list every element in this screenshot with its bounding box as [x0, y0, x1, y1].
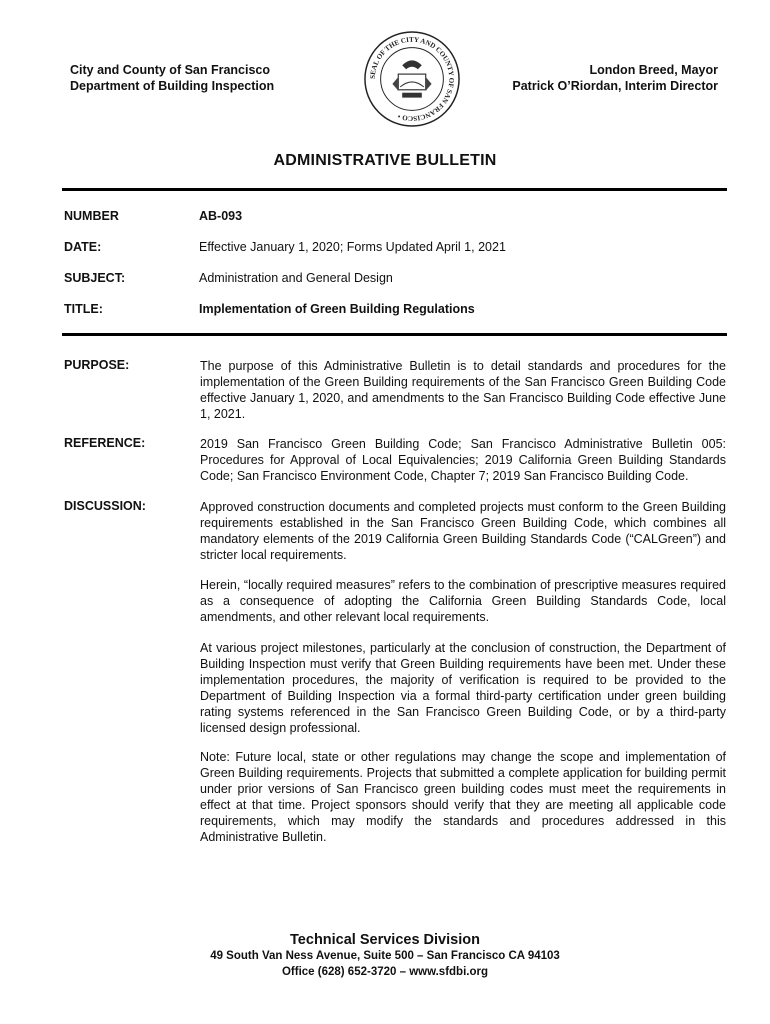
- subject-label: SUBJECT:: [64, 271, 126, 285]
- number-value: AB-093: [199, 209, 243, 223]
- divider-top: [62, 188, 727, 191]
- discussion-paragraph-2: Herein, “locally required measures” refers to the combination of prescriptive measures required as a consequence of adopting the California Green Building Standards Code, local amendments, and other relevant local requirements.: [200, 578, 726, 624]
- svg-text:SEAL OF THE CITY AND COUNTY OF: [369, 36, 456, 123]
- seal-text: SEAL OF THE CITY AND COUNTY OF SAN FRANCISCO •: [368, 35, 456, 123]
- date-value: Effective January 1, 2020; Forms Updated April 1, 2021: [199, 240, 506, 254]
- divider-bottom: [62, 333, 727, 336]
- discussion-paragraph-1: Approved construction documents and completed projects must conform to the Green Building requirements established in the San Francisco Green Building Code, which combines all mandatory elements of the 2019 California Green Building Standards Code (“CALGreen”) and stricter local requirements.: [200, 500, 726, 562]
- number-label: NUMBER: [64, 209, 119, 223]
- director-name: Patrick O’Riordan, Interim Director: [512, 79, 718, 93]
- city-seal-icon: [363, 30, 461, 128]
- mayor-name: London Breed, Mayor: [589, 63, 718, 77]
- purpose-text: The purpose of this Administrative Bulletin is to detail standards and procedures for the implementation of the Green Building requirements of the San Francisco Green Building Code effective January 1, 2020, and amendments to the San Francisco Building Code effective June 1, 2021.: [200, 359, 726, 421]
- date-label: DATE:: [64, 240, 102, 254]
- discussion-paragraph-3: At various project milestones, particularly at the conclusion of construction, the Department of Building Inspection must verify that Green Building requirements have been met. Under these implementation procedures, the majority of verification is required to be provided to the Department of Building Inspection via a formal third-party certification under green building rating systems referenced in the San Francisco Green Building Code, or by a third-party licensed design professional.: [200, 641, 726, 735]
- footer-division: Technical Services Division: [290, 932, 480, 948]
- header-right: [512, 62, 718, 94]
- title-value: Implementation of Green Building Regulations: [199, 302, 475, 316]
- header-left: [70, 62, 274, 94]
- department-name: Department of Building Inspection: [70, 79, 275, 93]
- footer-address: 49 South Van Ness Avenue, Suite 500 – San Francisco CA 94103: [210, 950, 560, 962]
- bulletin-title: ADMINISTRATIVE BULLETIN: [273, 152, 497, 169]
- discussion-label: DISCUSSION:: [64, 499, 146, 513]
- subject-value: Administration and General Design: [199, 271, 393, 285]
- city-county-name: City and County of San Francisco: [70, 63, 271, 77]
- title-label: TITLE:: [64, 302, 103, 316]
- discussion-paragraph-4: Note: Future local, state or other regulations may change the scope and implementation of Green Building requirements. Projects that submitted a complete application for building permit under prior versions of San Francisco green building codes must meet the requirements in effect at that time. Project sponsors should verify that they are meeting all applicable code requirements, which may modify the standards and procedures addressed in this Administrative Bulletin.: [200, 750, 726, 844]
- reference-label: REFERENCE:: [64, 436, 146, 450]
- purpose-label: PURPOSE:: [64, 358, 130, 372]
- footer: [0, 932, 770, 980]
- reference-text: 2019 San Francisco Green Building Code; San Francisco Administrative Bulletin 005: Procedures for Approval of Local Equivalencies; 2019 California Green Building Standards Code; San Francisco Environment Code, Chapter 7; 2019 San Francisco Building Code.: [200, 437, 726, 483]
- footer-contact: Office (628) 652-3720 – www.sfdbi.org: [281, 966, 488, 978]
